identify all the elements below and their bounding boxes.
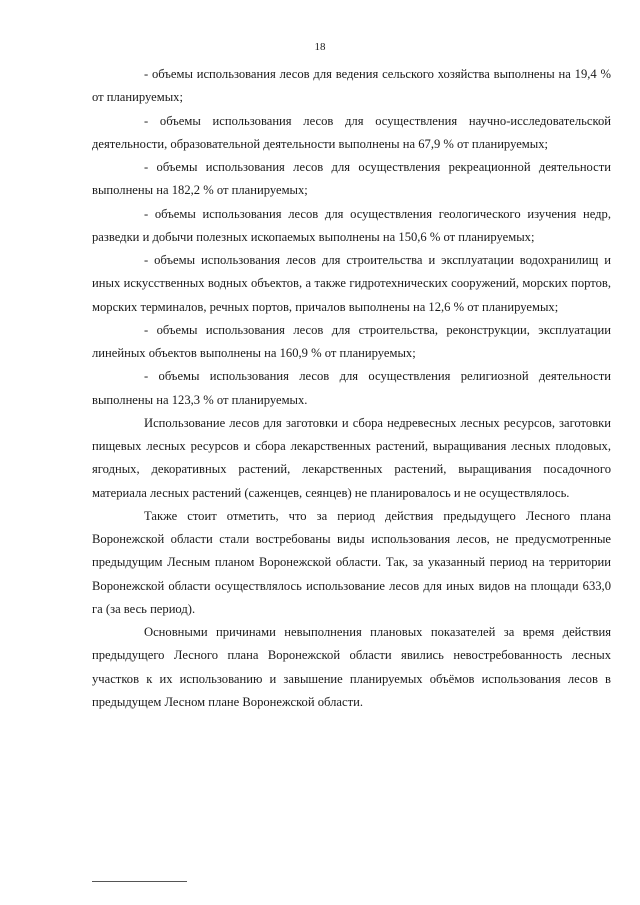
paragraph-geology: - объемы использования лесов для осуществления геологического изучения недр, разведки и добычи полезных ископаемых выполнены на 150,6 % от планируемых; [92,206,611,244]
paragraph-religious: - объемы использования лесов для осуществления религиозной деятельности выполнены на 123,3 % от планируемых. [92,369,611,407]
paragraph-reasons: Основными причинами невыполнения плановых показателей за время действия предыдущего Лесного плана Воронежской области явились невостребованность лесных участков к их использованию и завышение планируемых объёмов использования лесов в предыдущем Лесном плане Воронежской области. [92,625,611,709]
paragraph-agriculture: - объемы использования лесов для ведения сельского хозяйства выполнены на 19,4 % от планируемых; [92,67,611,105]
paragraph-recreation: - объемы использования лесов для осуществления рекреационной деятельности выполнены на 182,2 % от планируемых; [92,160,611,198]
paragraph-linear-objects: - объемы использования лесов для строительства, реконструкции, эксплуатации линейных объектов выполнены на 160,9 % от планируемых; [92,322,611,360]
paragraph-reservoirs: - объемы использования лесов для строительства и эксплуатации водохранилищ и иных искусственных водных объектов, а также гидротехнических сооружений, морских портов, морских терминалов, речных портов, причалов выполнены на 12,6 % от планируемых; [92,253,611,314]
page-number: 18 [314,41,326,53]
paragraph-research: - объемы использования лесов для осуществления научно-исследовательской деятельности, образовательной деятельности выполнены на 67,9 % от планируемых; [92,113,611,151]
paragraph-non-wood-resources: Использование лесов для заготовки и сбора недревесных лесных ресурсов, заготовки пищевых лесных ресурсов и сбора лекарственных растений, выращивания лесных плодовых, ягодных, декоративных растений, лекарственных растений, выращивания посадочного материала лесных растений (саженцев, сеянцев) не планировалось и не осуществлялось. [92,415,611,500]
body-text [92,63,611,714]
paragraph-new-uses: Также стоит отметить, что за период действия предыдущего Лесного плана Воронежской области стали востребованы виды использования лесов, не предусмотренные предыдущим Лесным планом Воронежской области. Так, за указанный период на территории Воронежской области осуществлялось использование лесов для иных видов на площади 633,0 га (за весь период). [92,508,611,616]
footnote-separator [92,881,187,882]
